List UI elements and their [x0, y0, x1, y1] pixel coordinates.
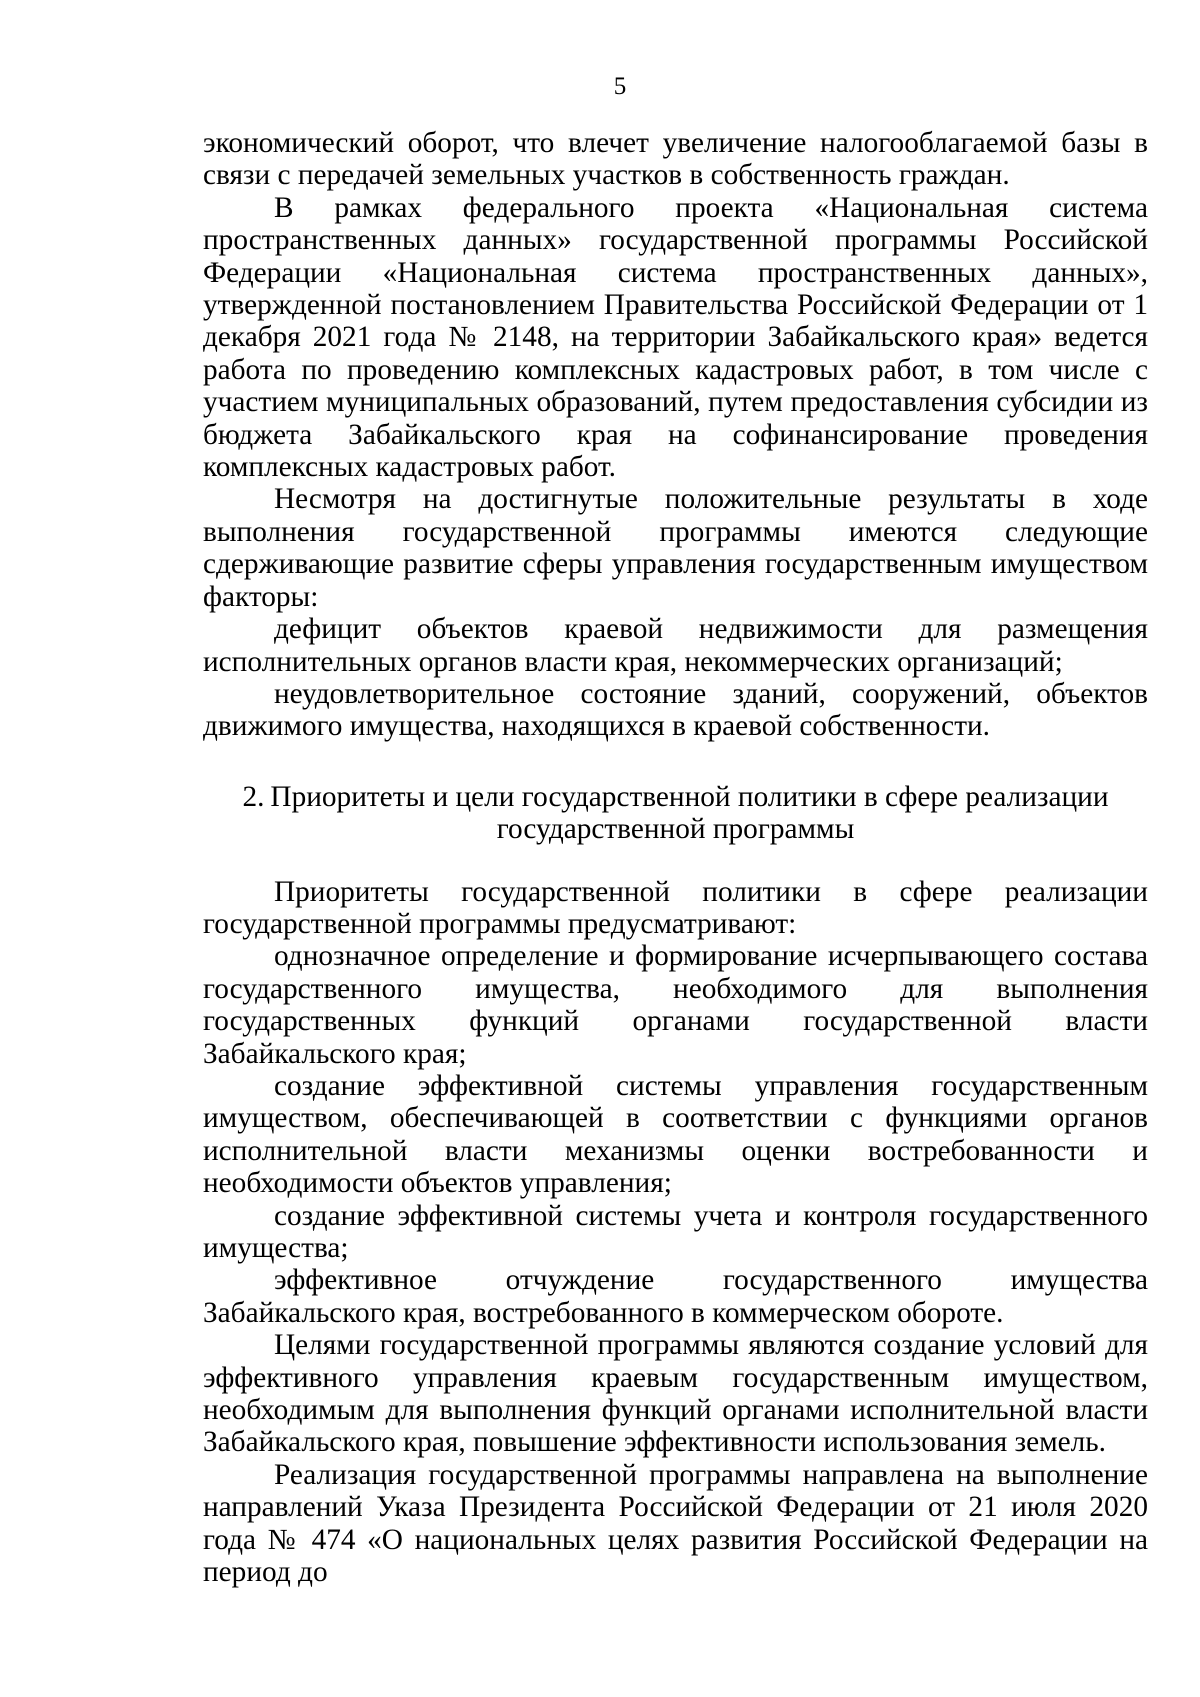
- section-number: 2.: [242, 780, 265, 813]
- list-item: неудовлетворительное состояние зданий, сооружений, объектов движимого имущества, находящихся в краевой собственности.: [203, 677, 1148, 743]
- paragraph: Целями государственной программы являются создание условий для эффективного управления краевым государственным имуществом, необходимым для выполнения функций органами исполнительной власти Забайкальского края, повышение эффективности использования земель.: [203, 1329, 1148, 1459]
- paragraph: Реализация государственной программы направлена на выполнение направлений Указа Президента Российской Федерации от 21 июля 2020 года № 474 «О национальных целях развития Российской Федерации на период до: [203, 1458, 1148, 1589]
- section-title-line-2: государственной программы: [496, 813, 855, 846]
- page-number: 5: [613, 73, 627, 100]
- list-item: дефицит объектов краевой недвижимости для размещения исполнительных органов власти края, некоммерческих организаций;: [203, 613, 1148, 678]
- list-item: создание эффективной системы управления государственным имуществом, обеспечивающей в соответствии с функциями органов исполнительной власти механизмы оценки востребованности и необходимости объектов управления;: [203, 1069, 1148, 1200]
- list-item: создание эффективной системы учета и контроля государственного имущества;: [203, 1199, 1148, 1264]
- paragraph: В рамках федерального проекта «Национальная система пространственных данных» государственной программы Российской Федерации «Национальная система пространственных данных», утвержденной постановлением Правительства Российской Федерации от 1 декабря 2021 года № 2148, на территории Забайкальского края» ведется работа по проведению комплексных кадастровых работ, в том числе с участием муниципальных образований, путем предоставления субсидии из бюджета Забайкальского края на софинансирование проведения комплексных кадастровых работ.: [203, 191, 1148, 484]
- paragraph: Несмотря на достигнутые положительные результаты в ходе выполнения государственной программы имеются следующие сдерживающие развитие сферы управления государственным имуществом факторы:: [203, 483, 1148, 613]
- page-body: [203, 127, 1148, 1588]
- section-heading-line-1: [203, 781, 1148, 813]
- paragraph: экономический оборот, что влечет увеличение налогооблагаемой базы в связи с передачей земельных участков в собственность граждан.: [203, 127, 1148, 192]
- section-heading: [203, 781, 1148, 846]
- list-item: однозначное определение и формирование исчерпывающего состава государственного имущества, необходимого для выполнения государственных функций органами государственной власти Забайкальского края;: [203, 940, 1148, 1070]
- list-item: эффективное отчуждение государственного имущества Забайкальского края, востребованного в коммерческом обороте.: [203, 1264, 1148, 1329]
- section-title-line-1: Приоритеты и цели государственной политики в сфере реализации: [270, 780, 1109, 813]
- paragraph: Приоритеты государственной политики в сфере реализации государственной программы предусматривают:: [203, 875, 1148, 940]
